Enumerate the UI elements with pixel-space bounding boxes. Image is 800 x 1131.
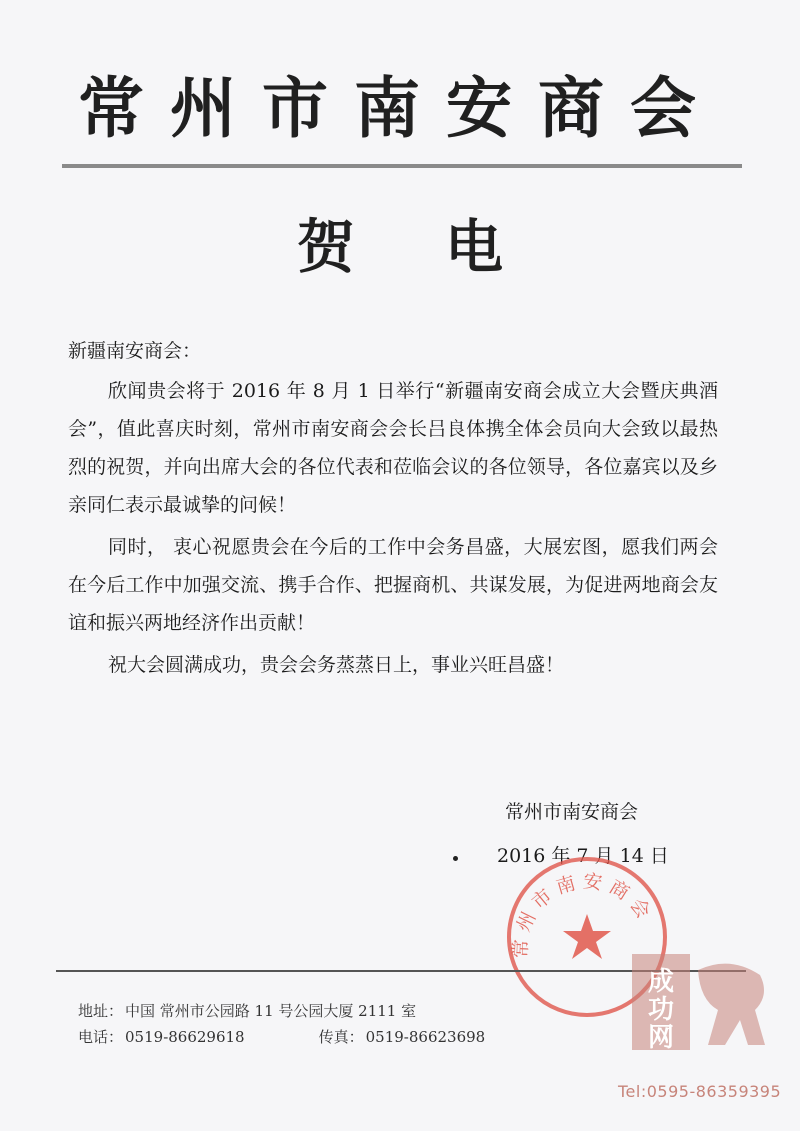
ink-dot (453, 856, 458, 861)
paragraph: 同时， 衷心祝愿贵会在今后的工作中会务昌盛，大展宏图，愿我们两会在今后工作中加强交流、携手合作、把握商机、共谋发展，为促进两地商会友谊和振兴两地经济作出贡献！ (68, 536, 718, 634)
horse-icon (698, 964, 765, 1045)
watermark-logo (630, 950, 780, 1055)
watermark-tel: Tel:0595-86359395 (618, 1082, 782, 1101)
phone-value: 0519-86629618 (125, 1028, 245, 1046)
fax-label: 传真： (318, 1028, 364, 1046)
address-row (78, 998, 487, 1024)
phone-fax-row (78, 1024, 487, 1050)
letterhead-title: 常州市南安商会 (78, 70, 722, 147)
signature: 常州市南安商会 (505, 801, 639, 823)
address-value: 中国 常州市公园路 11 号公园大厦 2111 室 (125, 1002, 417, 1020)
phone-label: 电话： (78, 1028, 124, 1046)
seal-text: 常州市南安商会 (509, 870, 658, 959)
letterhead-divider (62, 164, 742, 168)
watermark-text-2: 功 (647, 995, 675, 1025)
date: 2016 年 7 月 14 日 (497, 845, 669, 867)
watermark-text-3: 网 (647, 1023, 675, 1053)
star-icon (563, 914, 611, 959)
address-label: 地址： (78, 1002, 124, 1020)
letter-body (68, 332, 718, 688)
fax-value: 0519-86623698 (365, 1028, 486, 1046)
watermark-text-1: 成 (647, 967, 675, 997)
paragraph: 祝大会圆满成功，贵会会务蒸蒸日上，事业兴旺昌盛！ (108, 654, 565, 676)
footer-contact (78, 998, 487, 1050)
paragraph: 欣闻贵会将于 2016 年 8 月 1 日举行“新疆南安商会成立大会暨庆典酒会”，值此喜庆时刻，常州市南安商会会长吕良体携全体会员向大会致以最热烈的祝贺，并向出席大会的各位代表和莅临会议的各位领导，各位嘉宾以及乡亲同仁表示最诚挚的问候！ (68, 380, 718, 516)
document-title: 贺电 (296, 213, 593, 281)
salutation: 新疆南安商会： (68, 340, 202, 362)
